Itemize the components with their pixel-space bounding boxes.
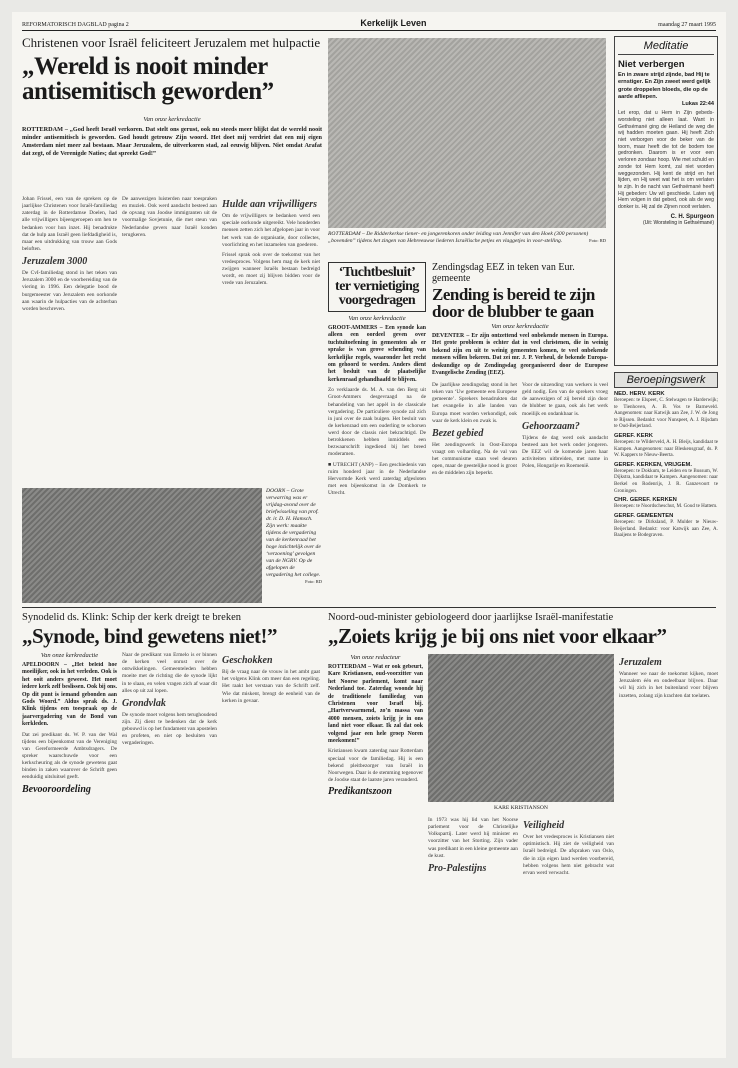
synode-body-b: Naar de predikant van Ermelo is er binnen de kerken veel onrust over de ontwikkelingen. Gemeenteleden hebben moeite met de richting die de synode lijkt in te slaan, en velen vragen zich af waar dit alles op uit zal lopen. xyxy=(122,652,217,694)
synode-subhead1: Bevooroordeling xyxy=(22,783,91,795)
meditatie-quote: En in zware strijd zijnde, bad Hij te ernstiger. En Zijn zweet werd gelijk grote droppelen bloeds, die op de aarde afliepen. xyxy=(618,72,711,100)
eez-col1 xyxy=(432,382,517,603)
story1-col3 xyxy=(222,196,320,456)
noord-kicker: Noord-oud-minister gebiologeerd door jaarlijkse Israël-manifestatie xyxy=(328,612,614,623)
eez-tag: Zendingsdag EEZ in teken van Eur. gemeente xyxy=(432,262,575,284)
story1-headline-line1: „Wereld is nooit minder xyxy=(22,53,268,80)
synode-body-c: De synode moet volgens hem terughoudend zijn. Zij dient te bedenken dat de kerk gebouwd is op het fundament van apostelen en profeten, en niet op besluiten van vergaderingen. xyxy=(122,711,217,747)
noord-body-c: Over het vredesproces is Kristiansen niet optimistisch. Hij ziet de veiligheid van Israël bedreigd. De afspraken van Oslo, die in zijn eigen land werden voorbereid, hebben volgens hem niet gebracht wat ervan werd verwacht. xyxy=(523,834,614,876)
meditatie-title: Niet verbergen xyxy=(618,59,685,70)
story1-body-d: Om de vrijwilligers te bedanken werd een speciale oorkonde uitgereikt. Vele honderden mensen zetten zich het afgelopen jaar in voor het werk van de organisatie, door collectes, voorlichting en het inzamelen van goederen. xyxy=(222,213,320,248)
story1-body-e: Frissel sprak ook over de toekomst van het vredesproces. Volgens hem mag de kerk niet zwijgen wanneer Israëls bestaan bedreigd wordt, en moet zij blijven bidden voor de vrede van Jeruzalem. xyxy=(222,251,320,287)
story1-headline xyxy=(22,54,322,104)
story1-subhead1: Jeruzalem 3000 xyxy=(22,256,88,267)
story1-subhead2: Hulde aan vrijwilligers xyxy=(222,199,318,210)
newspaper-page xyxy=(12,12,726,1058)
synode-body-a: Dat zei predikant ds. W. P. van der Wal tijdens een bijeenkomst van de Vereniging van Gereformeerde Ambtsdragers. De spreker waarschuwde voor een kerkscheuring als de synode gewetens gaat binden in zaken waarover de Schrift geen eenduidig uitsluitsel geeft. xyxy=(22,731,117,781)
church-text: Beroepen: te Dokkum, te Leiden en te Bussum, W. Dijkstra, kandidaat te Kampen. Aangenomen: naar Berkel en Rodenrijs, J. R. Ganzevoort te Groningen. xyxy=(614,467,718,494)
story1-headline-line2: antisemitisch geworden” xyxy=(22,78,274,105)
masthead-section: Kerkelijk Leven xyxy=(360,18,427,28)
church-text: Beroepen: te Elspeet, C. Stelwagen te Harderwijk; te Tienhoven, A. B. Vos te Barneveld. Aangenomen: naar Katwijk aan Zee, J. W. de Jong te Rijssen. Bedankt: voor Nunspeet, A. J. Rijsdam te Oud-Beijerland. xyxy=(614,397,718,430)
story1-byline: Van onze kerkredactie xyxy=(143,116,201,123)
tucht-lede: GROOT-AMMERS – Een synode kan alleen een oordeel geven over tuchtuitoefening in gemeenten als er sprake is van grove schending van kerkelijke regels, waaronder het recht om gehoord te worden. Anders dient het besluit van de plaatselijke kerkenraad gehandhaafd te blijven. xyxy=(328,325,426,383)
synode-byline: Van onze kerkredactie xyxy=(40,652,99,659)
synode-kicker: Synodelid ds. Klink: Schip der kerk dreigt te breken xyxy=(22,612,241,623)
church-text: Beroepen: te Noordscheschut, M. Goud te Hattem. xyxy=(614,503,718,510)
noord-subhead1: Predikantszoon xyxy=(328,786,392,798)
synode-lede: APELDOORN – „Het beleid hoe moeilijker, ook in het verleden. Ook is het ooit anders geweest. Het moet iedere kerk zelf beslissen. Ook bij ons. Op dit punt is iemand gebonden aan Gods Woord.” Aldus sprak ds. J. Klink tijdens een toespraak op de jaarvergadering van de Bond van kerkleden. xyxy=(22,662,117,728)
tucht-byline: Van onze kerkredactie xyxy=(348,315,406,322)
noord-lede: ROTTERDAM – Wat er ook gebeurt, Kare Kristiansen, oud-voorzitter van het Noorse parlement, komt naar Nederland toe. Zaterdag woonde hij de traditionele familiedag van Christenen voor Israël bij. „Hartverwarmend, zo’n massa van 4000 mensen, zoiets krijg je in ons land niet voor elkaar. Ik zal dat ook volgend jaar een hele groep Noren meekomen!” xyxy=(328,664,423,745)
church-name: GEREF. GEMEENTEN xyxy=(614,512,674,519)
church-entry xyxy=(614,433,718,459)
synode-col2 xyxy=(122,652,217,1052)
synode-subhead3: Geschokken xyxy=(222,655,273,666)
eez-subhead2: Bezet gebied xyxy=(432,427,484,439)
meditatie-signature-note: (Uit: Worsteling in Gethsémané) xyxy=(642,219,714,226)
church-entry xyxy=(614,462,718,494)
masthead-paper: REFORMATORISCH DAGBLAD pagina 2 xyxy=(22,22,129,28)
meditatie-body: Let erop, dat u Hem in Zijn gebeds-worsteling niet alleen laat. Want in Gethsémané ging de Heiland de weg die wij hadden moeten gaan. Hij heeft Zich niet verborgen voor de beker van de toorn, maar heeft die tot de bodem toe gedronken. Daarom is er voor een verloren zondaar hoop. Wie met schuld en zonde tot Hem komt, zal niet worden weggezonden. Hij kent de strijd en het lijden, en Hij weet wat het is om verlaten te zijn. In de nacht van Gethsémané heeft Hij gebeden: Uw wil geschiede. Laten wij Hem volgen in dat gebed, ook als de weg donker is. Hij zal de Zijnen nooit verlaten. xyxy=(618,110,714,211)
choir-photo-credit: Foto: RD xyxy=(589,237,606,243)
noord-byline: Van onze redacteur xyxy=(350,654,401,661)
noord-body-d: Wanneer we naar de toekomst kijken, moet Jeruzalem één en ondeelbaar blijven. Daar wil hij zich in het buitenland voor blijven inzetten, zolang zijn krachten dat toelaten. xyxy=(619,671,718,699)
church-text: Beroepen: te Dirksland, P. Mulder te Nieuw-Beijerland. Bedankt: voor Katwijk aan Zee, A. Baaijens te Bodegraven. xyxy=(614,518,718,539)
noord-col3 xyxy=(523,817,614,1052)
church-name: GEREF. KERKEN, VRIJGEM. xyxy=(614,461,692,468)
tucht-headline: ‘Tuchtbesluit’ ter vernietiging voorgedragen xyxy=(328,262,426,312)
story1-col1 xyxy=(22,196,117,484)
eez-body-c: Het zendingswerk in Oost-Europa vraagt om volharding. Na de val van het communisme staan veel deuren open, maar de geestelijke nood is groot en de middelen zijn beperkt. xyxy=(432,441,517,477)
church-entry xyxy=(614,497,718,510)
church-name: NED. HERV. KERK xyxy=(614,391,665,397)
eez-header xyxy=(432,262,608,377)
eez-lede: DEVENTER – Er zijn ontzettend veel onbekende mensen in Europa. Het grote probleem is echter dat in veel christenen, die in weinig bekend zijn en uit te weinig gemeenten komen, te veel onbekende mensen willen bekeren. Dat zei mr. J. P. Verheul, de bekende Europa-deskundige op de Zendingsdag georganiseerd door de Europese Evangelische Zending (EEZ). xyxy=(432,333,608,377)
masthead xyxy=(22,15,716,31)
eez-subhead1: Gehoorzaam? xyxy=(522,420,580,432)
beroepingswerk-header: Beroepingswerk xyxy=(614,372,718,388)
church-list xyxy=(614,391,718,539)
noord-col4 xyxy=(619,654,718,1052)
synode-col1 xyxy=(22,662,117,1052)
noord-body-b: In 1973 was hij lid van het Noorse parlement voor de Christelijke Volkspartij. Later werd hij minister en voorzitter van het Storting. Zijn vader was predikant in een kleine gemeente aan de kust. xyxy=(428,817,518,859)
synode-headline: „Synode, bind gewetens niet!” xyxy=(22,624,278,648)
meditatie-reference: Lukas 22:44 xyxy=(681,101,714,108)
story1-body-c: De aanwezigen luisterden naar toespraken en muziek. Ook werd aandacht besteed aan de opvang van Joodse immigranten uit de voormalige Sovjetunie, die met steun van Nederlandse gevers naar Israël konden terugkeren. xyxy=(122,196,217,238)
synode-subhead2: Grondvlak xyxy=(122,697,166,709)
story1-body-b: De CvI-familiedag stond in het teken van Jeruzalem 3000 en de voorbereiding van de viering in 1996. Een delegatie bood de burgemeester van Jeruzalem een oorkonde aan waarin de hulpacties van de achterban worden beschreven. xyxy=(22,270,117,312)
eez-col2 xyxy=(522,382,608,603)
noord-subhead2: Pro-Palestijns xyxy=(428,862,487,874)
eez-byline: Van onze kerkredactie xyxy=(491,323,549,330)
kristiansen-photo-caption: KARE KRISTIANSON xyxy=(494,805,548,811)
noord-subhead4: Jeruzalem xyxy=(619,657,662,668)
meditatie-header: Meditatie xyxy=(618,40,714,55)
story1-body-a: Johan Frissel, een van de sprekers op de jaarlijkse Christenen voor Israël-familiedag zaterdag in de Rotterdamse Doelen, had alle vrijwilligers bijeengeroepen om hen te bedanken voor hun inzet. Hij benadrukte dat de hulp aan Israël geen liefdadigheid is, maar een uitdrukking van trouw aan Gods beloften. xyxy=(22,196,117,252)
story1-col2 xyxy=(122,196,217,496)
story1-kicker: Christenen voor Israël feliciteert Jeruzalem met hulpactie xyxy=(22,35,321,50)
section-divider xyxy=(22,607,716,608)
synode-col3 xyxy=(222,652,320,1052)
noord-col1 xyxy=(328,664,423,1052)
church-name: CHR. GEREF. KERKEN xyxy=(614,497,677,504)
eez-body-a: De jaarlijkse zendingsdag stond in het teken van ‘Uw gemeente een Europese gemeente’. Sprekers benadrukten dat het evangelie in alle landen van Europa moet worden verkondigd, ook waar de kerk klein en zwak is. xyxy=(432,382,517,424)
library-caption-text: DOORN – Grote verwarring was er vrijdag-avond over de briefwisseling van prof. dr. ir. D. H. Hamsch. Zijn werk: maakte tijdens de vergadering van de kerkenraad het hoge inzichtelijk over de ‘verzoening’ gevolgen van de NGRV. Op de afgelopen de vergadering het college. xyxy=(266,488,321,578)
noord-body-a: Kristiansen kwam zaterdag naar Rotterdam speciaal voor de familiedag. Hij is een bekend pleitbezorger van Israël in Noorwegen. Daar is de stemming tegenover de Joodse staat de laatste jaren veranderd. xyxy=(328,748,423,783)
meditatie-box xyxy=(614,36,718,366)
library-photo-caption xyxy=(266,488,322,603)
noord-col2 xyxy=(428,817,518,1052)
story1-lede: ROTTERDAM – „God heeft Israël verkoren. Dat stelt ons gerust, ook nu steeds meer blijkt dat de wereld nooit minder antisemitisch is geworden. God houdt getrouw Zijn woord. Het doet mij verdriet dat een mij eigen Amsterdam niet meer zal bestaan. Maar Jeruzalem, de uitverkoren stad, zal eeuwig blijven. Niet omdat Arafat dat zegt, of de Verenigde Naties; dat spreekt God!” xyxy=(22,126,322,157)
tucht-body: Zo verklaarde ds. M. A. van den Berg uit Groot-Ammers desgevraagd na de behandeling van het appèl in de classicale vergadering. De particuliere synode zal zich in juni over de zaak buigen. Het besluit van de kerkenraad om een ouderling te schorsen werd door de classis niet bekrachtigd. De betrokkenen hebben inmiddels een bezwaarschrift ingediend bij het breed moderamen. xyxy=(328,387,426,458)
church-text: Beroepen: te Wilderveld, A. H. Bleijs, kandidaat te Kampen. Aangenomen: naar Bleskensgraaf, ds. P. W. Kappers te Nieuw-Beerta. xyxy=(614,439,718,459)
library-photo-credit: Foto: RD xyxy=(305,578,322,584)
choir-photo-caption xyxy=(328,231,606,245)
beroepingswerk-box xyxy=(614,372,718,603)
masthead-date: maandag 27 maart 1995 xyxy=(658,22,716,28)
meditatie-signature: C. H. Spurgeon xyxy=(670,213,714,220)
synode-body-d: Bij de vraag naar de vrouw in het ambt gaat het volgens Klink om meer dan een regeling. Het raakt het verstaan van de Schrift zelf. Wie dat miskent, brengt de eenheid van de kerken in gevaar. xyxy=(222,669,320,704)
eez-headline: Zending is bereid te zijn door de blubber te gaan xyxy=(432,285,595,321)
eez-body-d: Tijdens de dag werd ook aandacht besteed aan het werk onder jongeren. De EEZ wil de komende jaren haar activiteiten uitbreiden, met name in Polen, Hongarije en Roemenië. xyxy=(522,434,608,470)
choir-caption-text: ROTTERDAM – De Ridderkerkse tiener- en jongerenkoren onder leiding van Jennifer van den Hoek (300 personen) „bovenden” tijdens het zingen van Hebreeuwse liederen Israëlische petjes en vlaggetjes in voor-stelling. xyxy=(328,231,589,244)
tucht-note: ■ UTRECHT (ANP) – Een geschiedenis van ruim honderd jaar in de Nederlandse Hervormde Kerk werd zaterdag afgesloten met een bijeenkomst in de Domkerk te Utrecht. xyxy=(328,461,426,496)
noord-subhead3: Veiligheid xyxy=(523,820,565,831)
church-name: GEREF. KERK xyxy=(614,433,653,440)
library-photo xyxy=(22,488,262,603)
kristiansen-photo xyxy=(428,654,614,802)
church-entry xyxy=(614,513,718,539)
choir-photo xyxy=(328,38,606,228)
tucht-article xyxy=(328,262,426,603)
church-entry xyxy=(614,391,718,430)
eez-body-b: Voor de uitzending van werkers is veel geld nodig. Een van de sprekers vroeg de aanwezigen of zij bereid zijn door de blubber te gaan, ook als het werk moeilijk en ondankbaar is. xyxy=(522,382,608,417)
noord-headline: „Zoiets krijg je bij ons niet voor elkaar” xyxy=(328,624,667,648)
